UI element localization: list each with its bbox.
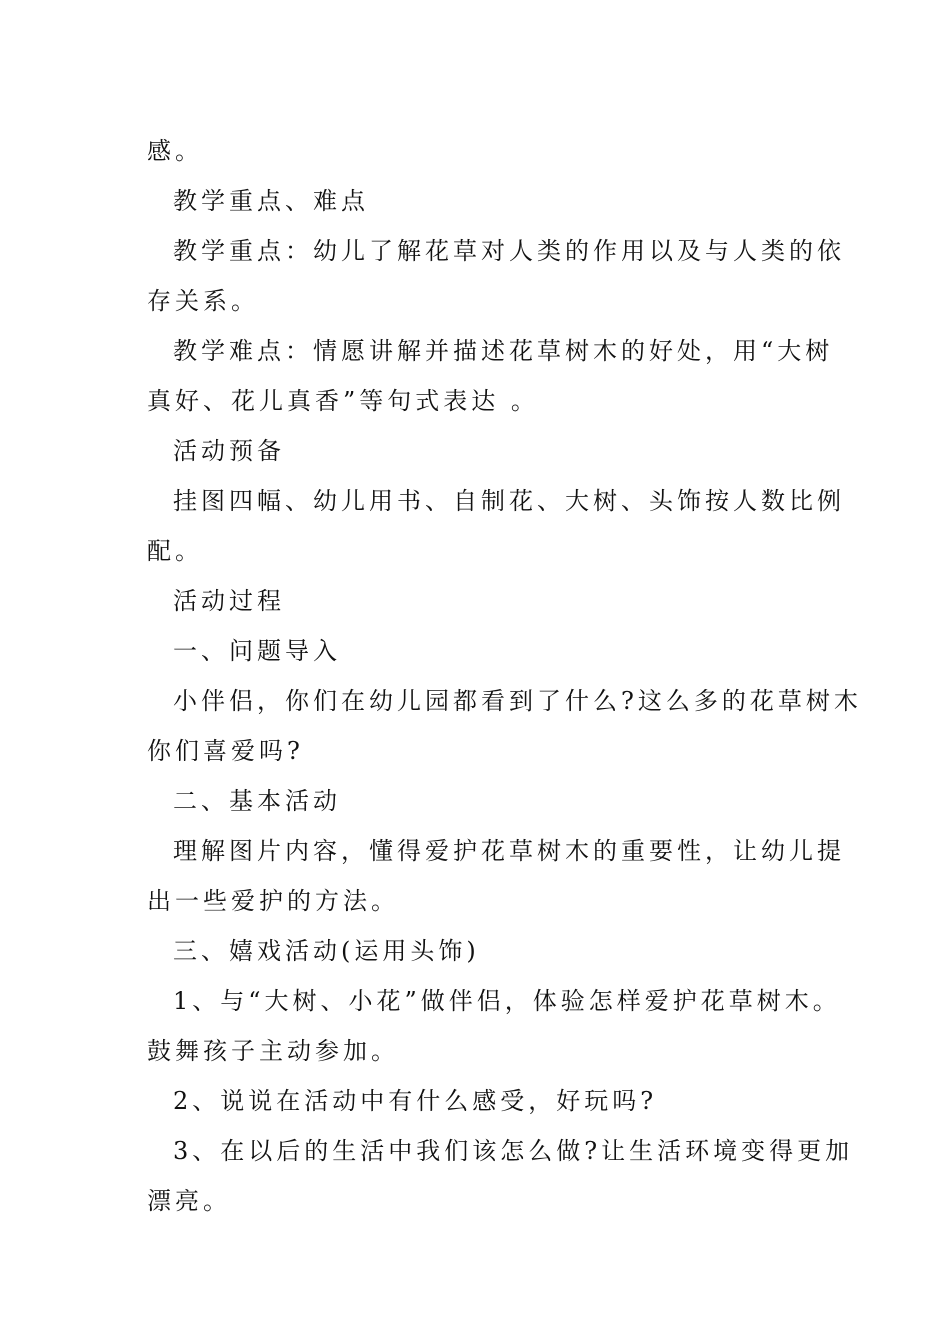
text-line: 感。 [147, 137, 203, 165]
subheading-question-intro: 一、问题导入 [173, 637, 341, 665]
text-line: 理解图片内容，懂得爱护花草树木的重要性，让幼儿提 [173, 837, 845, 865]
text-line: 存关系。 [147, 287, 259, 315]
text-line: 配。 [147, 537, 203, 565]
subheading-basic-activity: 二、基本活动 [173, 787, 341, 815]
list-item: 3、在以后的生活中我们该怎么做?让生活环境变得更加 [173, 1137, 854, 1165]
subheading-game-activity: 三、嬉戏活动(运用头饰) [173, 937, 480, 965]
section-heading-process: 活动过程 [173, 587, 285, 615]
text-line: 挂图四幅、幼儿用书、自制花、大树、头饰按人数比例 [173, 487, 845, 515]
text-line: 出一些爱护的方法。 [147, 887, 399, 915]
text-line: 教学难点：情愿讲解并描述花草树木的好处，用“大树 [173, 337, 834, 365]
text-line: 教学重点：幼儿了解花草对人类的作用以及与人类的依 [173, 237, 845, 265]
list-item: 1、与“大树、小花”做伴侣，体验怎样爱护花草树木。 [173, 987, 841, 1015]
text-line: 漂亮。 [147, 1187, 231, 1215]
text-line: 你们喜爱吗? [147, 737, 304, 765]
section-heading-preparation: 活动预备 [173, 437, 285, 465]
text-line: 真好、花儿真香”等句式表达 。 [147, 387, 539, 415]
text-line: 鼓舞孩子主动参加。 [147, 1037, 399, 1065]
list-item: 2、说说在活动中有什么感受，好玩吗? [173, 1087, 658, 1115]
text-line: 小伴侣，你们在幼儿园都看到了什么?这么多的花草树木 [173, 687, 862, 715]
section-heading-key-points: 教学重点、难点 [173, 187, 369, 215]
